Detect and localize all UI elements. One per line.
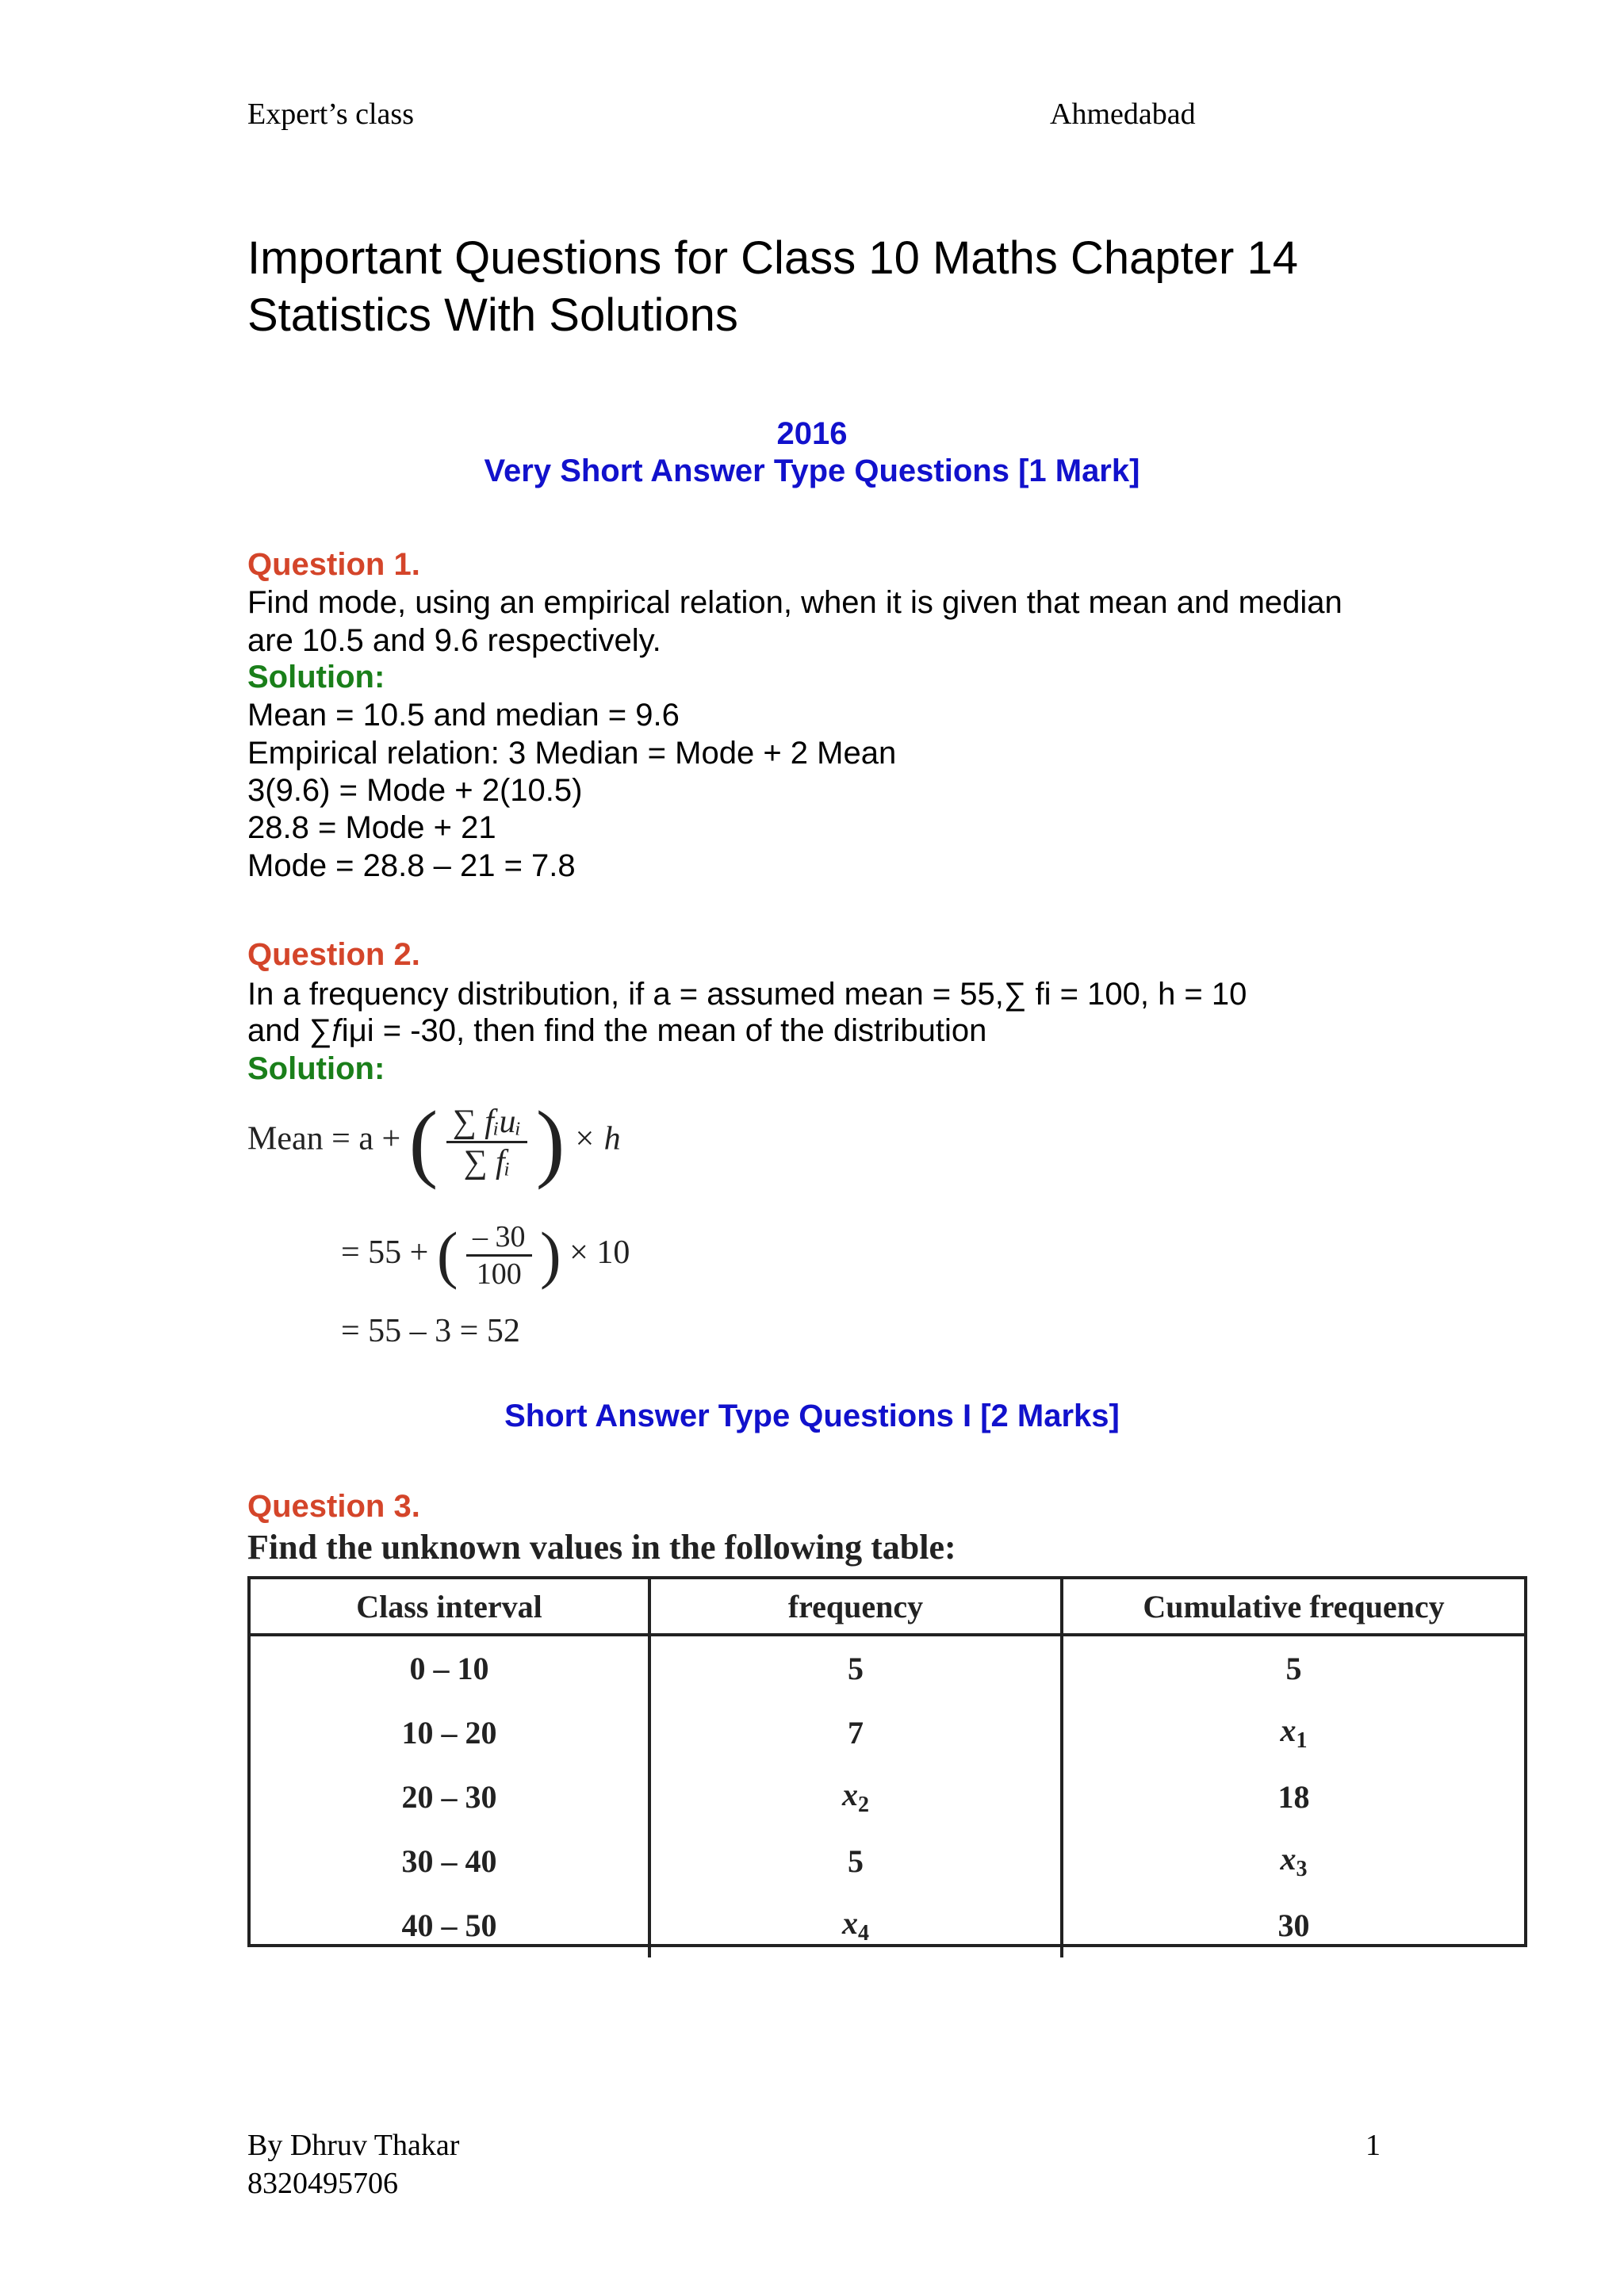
table-header: frequency [649, 1579, 1062, 1635]
q1-solution-label: Solution: [247, 660, 385, 695]
mean-formula-step3: = 55 – 3 = 52 [341, 1313, 520, 1349]
table-cell: 10 – 20 [401, 1715, 497, 1751]
table-row [251, 1893, 1524, 1957]
q1-step: Mean = 10.5 and median = 9.6 [247, 698, 680, 733]
q2-solution-label: Solution: [247, 1051, 385, 1086]
header-left: Expert’s class [247, 98, 415, 131]
table-row [251, 1701, 1524, 1765]
page-title-line2: Statistics With Solutions [247, 289, 738, 341]
section1-heading: Very Short Answer Type Questions [1 Mark] [484, 453, 1140, 488]
table-cell: 5 [649, 1829, 1062, 1893]
table-row [251, 1765, 1524, 1829]
fraction [466, 1219, 532, 1292]
q2-label: Question 2. [247, 937, 420, 972]
table-cell: $x_3$ [1062, 1829, 1524, 1893]
table-cell: $x_2$ [649, 1765, 1062, 1829]
table-cell: $x_4$ [649, 1893, 1062, 1957]
q1-text-line2: are 10.5 and 9.6 respectively. [247, 623, 661, 658]
step2-suffix: × 10 [569, 1234, 630, 1272]
section1-year: 2016 [776, 416, 848, 451]
table-header: Cumulative frequency [1062, 1579, 1524, 1635]
q1-step: Mode = 28.8 – 21 = 7.8 [247, 848, 576, 883]
table-row [251, 1829, 1524, 1893]
table-cell: 40 – 50 [401, 1908, 497, 1943]
times-h: × h [573, 1120, 621, 1158]
fraction-numerator: ∑ fᵢuᵢ [446, 1103, 527, 1143]
table-cell: 18 [1062, 1765, 1524, 1829]
table-cell: 7 [649, 1701, 1062, 1765]
table-cell: 30 – 40 [401, 1843, 497, 1879]
right-paren: ) [540, 1220, 561, 1291]
fraction-denominator: ∑ fᵢ [463, 1143, 511, 1181]
mean-formula-step2 [341, 1219, 630, 1292]
page-number: 1 [1365, 2129, 1381, 2162]
q3-label: Question 3. [247, 1489, 420, 1524]
table-cell: 5 [1062, 1635, 1524, 1701]
table-cell: 5 [649, 1635, 1062, 1701]
fraction [446, 1103, 527, 1181]
mean-formula-lhs: Mean = a + [247, 1120, 401, 1158]
mean-formula [247, 1093, 621, 1190]
fraction-denominator: 100 [476, 1257, 522, 1291]
q3-text: Find the unknown values in the following table: [247, 1528, 956, 1567]
table-cell: 20 – 30 [401, 1779, 497, 1815]
q1-label: Question 1. [247, 547, 420, 582]
table-cell: 0 – 10 [409, 1651, 489, 1686]
table-header-row [251, 1579, 1524, 1635]
q1-text-line1: Find mode, using an empirical relation, when it is given that mean and median [247, 585, 1342, 620]
section2-heading: Short Answer Type Questions I [2 Marks] [504, 1399, 1120, 1433]
q2-text-line1: In a frequency distribution, if a = assumed mean = 55,∑ fi = 100, h = 10 [247, 977, 1247, 1012]
table-cell: $x_1$ [1062, 1701, 1524, 1765]
q1-step: Empirical relation: 3 Median = Mode + 2 Mean [247, 736, 897, 771]
step2-prefix: = 55 + [341, 1234, 429, 1272]
q1-step: 28.8 = Mode + 21 [247, 810, 496, 845]
frequency-table [247, 1576, 1527, 1947]
left-paren: ( [408, 1093, 439, 1190]
left-paren: ( [436, 1220, 458, 1291]
table-header: Class interval [251, 1579, 649, 1635]
table-cell: 30 [1062, 1893, 1524, 1957]
table-row [251, 1635, 1524, 1701]
footer-phone: 8320495706 [247, 2167, 398, 2200]
fraction-numerator: – 30 [466, 1219, 532, 1257]
header-right: Ahmedabad [1050, 98, 1196, 131]
page-title-line1: Important Questions for Class 10 Maths Chapter 14 [247, 232, 1298, 284]
q2-text-line2: and ∑𝑓iμi = -30, then find the mean of the distribution [247, 1013, 987, 1048]
right-paren: ) [535, 1093, 565, 1190]
footer-author: By Dhruv Thakar [247, 2129, 460, 2162]
q1-step: 3(9.6) = Mode + 2(10.5) [247, 773, 583, 808]
page-title [247, 230, 1484, 344]
